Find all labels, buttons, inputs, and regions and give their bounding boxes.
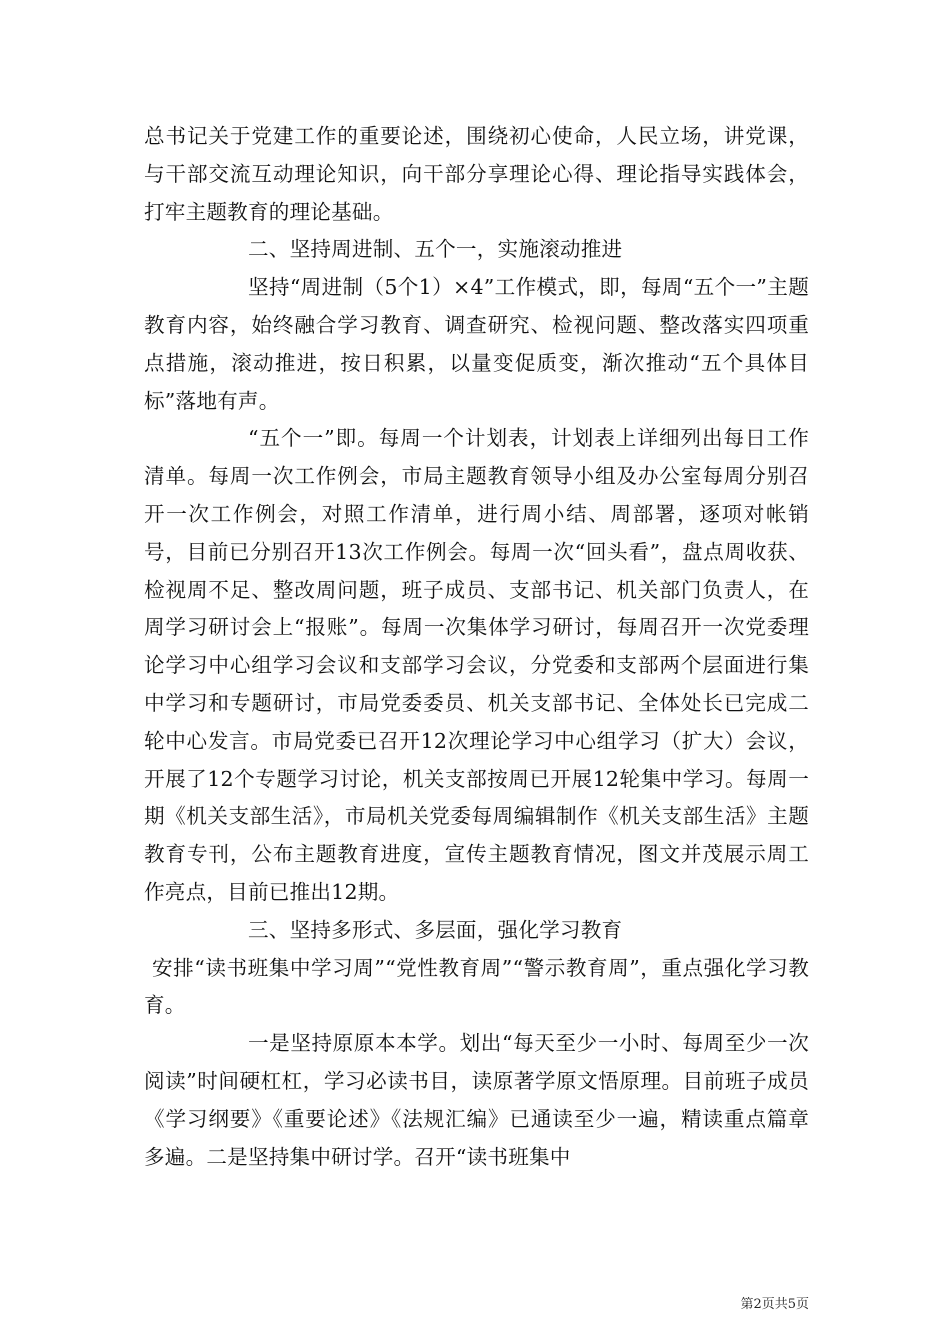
page-number: 第2页共5页 xyxy=(740,1297,809,1312)
paragraph-five-ones: “五个一”即。每周一个计划表，计划表上详细列出每日工作清单。每周一次工作例会，市局主题教育领导小组及办公室每周分别召开一次工作例会，对照工作清单，进行周小结、周部署，逐项对帐销号，目前已分别召开13次工作例会。每周一次“回头看”，盘点周收获、检视周不足、整改周问题，班子成员、支部书记、机关部门负责人，在周学习研讨会上“报账”。每周一次集体学习研讨，每周召开一次党委理论学习中心组学习会议和支部学习会议，分党委和支部两个层面进行集中学习和专题研讨，市局党委委员、机关支部书记、全体处长已完成二轮中心发言。市局党委已召开12次理论学习中心组学习（扩大）会议，开展了12个专题学习讨论，机关支部按周已开展12轮集中学习。每周一期《机关支部生活》，市局机关党委每周编辑制作《机关支部生活》主题教育专刊，公布主题教育进度，宣传主题教育情况，图文并茂展示周工作亮点，目前已推出12期。 xyxy=(144,426,809,904)
section-heading-2: 二、坚持周进制、五个一，实施滚动推进 xyxy=(248,237,623,262)
section-heading-3: 三、坚持多形式、多层面，强化学习教育 xyxy=(248,917,623,942)
paragraph-study-methods: 一是坚持原原本本学。划出“每天至少一小时、每周至少一次阅读”时间硬杠杠，学习必读书目，读原著学原文悟原理。目前班子成员《学习纲要》《重要论述》《法规汇编》已通读至少一遍，精读重点篇章多遍。二是坚持集中研讨学。召开“读书班集中 xyxy=(144,1031,809,1169)
document-body xyxy=(144,118,809,1176)
paragraph-study-weeks: 安排“读书班集中学习周”“党性教育周”“警示教育周”，重点强化学习教育。 xyxy=(144,955,809,1018)
paragraph-weekly-mode: 坚持“周进制（5个1）×4”工作模式，即，每周“五个一”主题教育内容，始终融合学习教育、调查研究、检视问题、整改落实四项重点措施，滚动推进，按日积累，以量变促质变，渐次推动“五个具体目标”落地有声。 xyxy=(144,275,809,413)
paragraph-continuation: 总书记关于党建工作的重要论述，围绕初心使命，人民立场，讲党课，与干部交流互动理论知识，向干部分享理论心得、理论指导实践体会，打牢主题教育的理论基础。 xyxy=(144,124,809,224)
